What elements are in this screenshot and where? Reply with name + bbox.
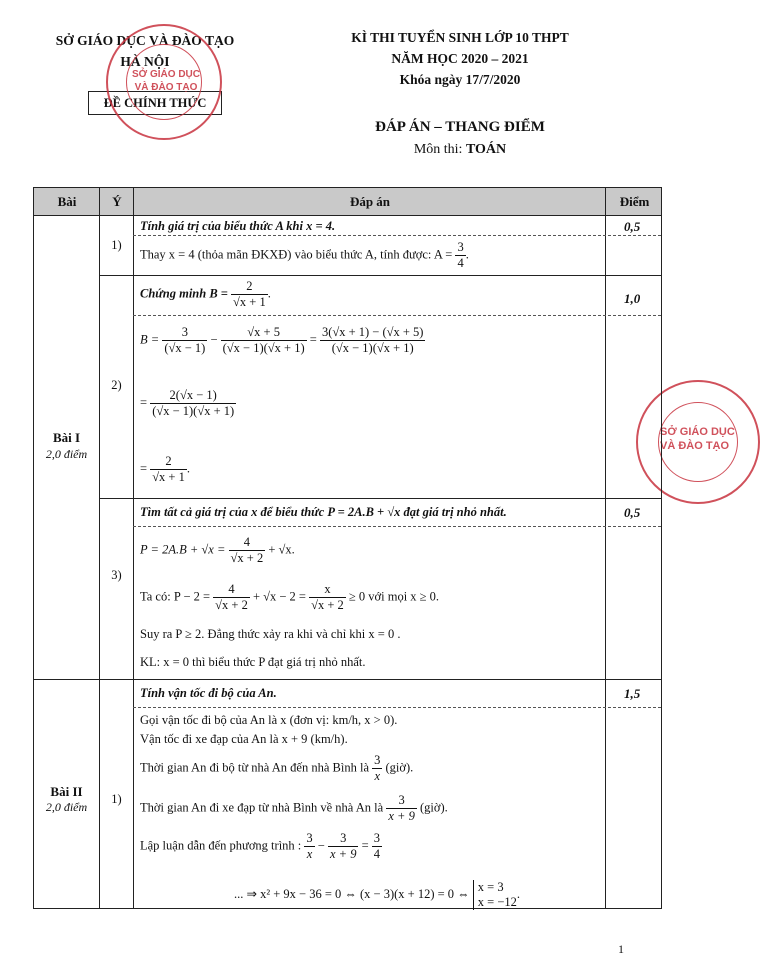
- bai2-q1-line6: ... ⇒ x² + 9x − 36 = 0 ⇔ (x − 3)(x + 12) = 0 ⇔ x = 3 x = −12 .: [234, 880, 521, 909]
- bai2-q1-line5: [140, 831, 382, 862]
- fraction: [372, 753, 382, 784]
- subject-label: Môn thi:: [413, 142, 463, 157]
- text: Thời gian An đi xe đạp từ nhà Bình về nhà An là: [140, 800, 384, 815]
- fraction: [231, 279, 268, 310]
- eq-lhs: B =: [140, 332, 160, 347]
- bai1-q1-answer-text: Thay x = 4 (thỏa mãn ĐKXĐ) vào biểu thức A, tính được: A =: [140, 247, 453, 262]
- bai1-q1-num: 1): [111, 238, 122, 252]
- fraction: [213, 582, 250, 613]
- school-year: NĂM HỌC 2020 – 2021: [391, 51, 529, 66]
- bai1-q2-score: 1,0: [624, 291, 641, 306]
- bai1-q2-step3: = $\frac{2}{√x + 1}$ .: [140, 454, 190, 484]
- text: (giờ).: [385, 760, 414, 775]
- frac-num: 3: [457, 240, 464, 254]
- fraction: [162, 325, 207, 356]
- exam-date: Khóa ngày 17/7/2020: [399, 72, 521, 87]
- frac-den: √x + 1: [152, 470, 185, 484]
- answer-key-title: ĐÁP ÁN – THANG ĐIỂM: [375, 119, 545, 135]
- bai1-q2-task: Chứng minh B = $\frac{2}{√x + 1}$ .: [140, 279, 271, 309]
- frac-den: x: [306, 847, 313, 861]
- fraction: [221, 325, 307, 356]
- frac-den: x + 9: [388, 809, 415, 823]
- frac-num: 4: [229, 535, 266, 551]
- bai2-q1-line4: [140, 793, 448, 824]
- frac-num: 2: [231, 279, 268, 295]
- bai1-q1-score: 0,5: [624, 219, 641, 234]
- col-header-bai: Bài: [57, 194, 77, 209]
- exam-title: KÌ THI TUYỂN SINH LỚP 10 THPT: [351, 30, 569, 45]
- operator: =: [309, 332, 317, 347]
- eq-rhs: ≥ 0 với mọi x ≥ 0.: [348, 589, 440, 604]
- frac-den: 4: [457, 256, 464, 270]
- frac-den: x + 9: [329, 847, 357, 861]
- eq-lhs: P = 2A.B + √x =: [140, 542, 226, 557]
- case-bracket: [473, 880, 517, 910]
- bai2-q1-line1: Gọi vận tốc đi bộ của An là x (đơn vị: km/h, x > 0).: [140, 713, 398, 727]
- operator: =: [361, 838, 369, 853]
- frac-den: √x + 2: [215, 598, 248, 612]
- text: (giờ).: [419, 800, 448, 815]
- frac-den: (√x − 1)(√x + 1): [222, 341, 305, 355]
- bai1-q3-line1: [140, 535, 295, 566]
- frac-den: (√x − 1)(√x + 1): [152, 404, 235, 418]
- bai2-points: 2,0 điểm: [45, 800, 88, 814]
- official-exam-box: ĐỀ CHÍNH THỨC: [88, 91, 222, 115]
- bai1-q3-score: 0,5: [624, 505, 641, 520]
- bai1-q3-num: 3): [111, 568, 122, 582]
- bai2-q1-task: Tính vận tốc đi bộ của An.: [140, 686, 277, 700]
- city-name: HÀ NỘI: [120, 54, 170, 69]
- col-header-y: Ý: [112, 194, 122, 209]
- bai2-q1-num: 1): [111, 792, 122, 806]
- bai1-q2-step2: [140, 388, 236, 419]
- frac-den: √x + 2: [230, 551, 264, 565]
- bai1-q2-step1: [140, 325, 425, 356]
- frac-den: √x + 1: [233, 295, 266, 309]
- frac-num: 3: [162, 325, 207, 341]
- bai1-q3-line4: KL: x = 0 thì biểu thức P đạt giá trị nhỏ nhất.: [140, 655, 366, 669]
- fraction: [150, 388, 236, 419]
- fraction: [309, 582, 346, 613]
- eq-rhs: + √x.: [268, 542, 295, 557]
- fraction: [372, 831, 382, 862]
- fraction: [320, 325, 426, 356]
- seal-text-bottom: VÀ ĐÀO TẠO: [134, 82, 198, 93]
- fraction: [328, 831, 358, 862]
- bai1-q2-num: 2): [111, 378, 122, 392]
- bai1-q3-line2: [140, 582, 439, 613]
- subject-name: TOÁN: [465, 142, 507, 157]
- fraction: [455, 240, 465, 271]
- margin-seal-text-bottom: VÀ ĐÀO TẠO: [660, 440, 730, 452]
- frac-num: 3: [328, 831, 358, 847]
- text: Thời gian An đi bộ từ nhà An đến nhà Bình là: [140, 760, 369, 775]
- frac-num: 3: [306, 831, 313, 845]
- bai1-q1-answer: Thay x = 4 (thỏa mãn ĐKXĐ) vào biểu thức A, tính được: A = $\frac{3}{4}$ .: [140, 240, 469, 270]
- col-header-answer: Đáp án: [349, 194, 391, 209]
- frac-num: 3: [386, 793, 416, 809]
- operator: −: [210, 332, 218, 347]
- margin-seal-text-top: SỞ GIÁO DỤC: [660, 426, 735, 438]
- bai1-q3-task: Tìm tất cả giá trị của x để biểu thức P = 2A.B + √x đạt giá trị nhỏ nhất.: [140, 505, 507, 519]
- page-number: 1: [618, 942, 624, 956]
- frac-num: 4: [213, 582, 250, 598]
- eq-lhs: Ta có: P − 2 =: [140, 589, 211, 604]
- bai1-q3-line3: Suy ra P ≥ 2. Đẳng thức xảy ra khi và chỉ khi x = 0 .: [140, 627, 401, 641]
- fraction: [304, 831, 314, 862]
- operator: −: [317, 838, 325, 853]
- frac-den: x: [374, 769, 381, 783]
- frac-den: (√x − 1)(√x + 1): [331, 341, 414, 355]
- case-2: x = −12: [477, 895, 517, 909]
- frac-num: 2(√x − 1): [150, 388, 236, 404]
- eq-mid: + √x − 2 =: [252, 589, 306, 604]
- bai2-label: Bài II: [50, 784, 83, 799]
- case-1: x = 3: [477, 880, 504, 894]
- fraction: [150, 454, 187, 485]
- frac-num: √x + 5: [221, 325, 307, 341]
- bai2-q1-line3: [140, 753, 413, 784]
- frac-den: √x + 2: [311, 598, 344, 612]
- frac-num: 2: [150, 454, 187, 470]
- fraction: [386, 793, 416, 824]
- frac-den: 4: [373, 847, 381, 861]
- frac-num: x: [309, 582, 346, 598]
- answer-table: [33, 187, 662, 909]
- equation-text: ... ⇒ x² + 9x − 36 = 0 ⇔ (x − 3)(x + 12) = 0 ⇔: [234, 886, 470, 901]
- text: Lập luận dẫn đến phương trình :: [140, 838, 302, 853]
- official-seal: [106, 24, 222, 140]
- seal-text-top: SỞ GIÁO DỤC: [132, 69, 200, 80]
- bai2-q1-score: 1,5: [624, 686, 641, 701]
- bai1-points: 2,0 điểm: [45, 447, 88, 461]
- operator: =: [140, 395, 148, 410]
- bai1-q1-task: Tính giá trị của biểu thức A khi x = 4.: [140, 219, 336, 233]
- subject-line: [310, 142, 610, 158]
- frac-num: 3: [373, 831, 381, 845]
- bai2-q1-line2: Vận tốc đi xe đạp của An là x + 9 (km/h).: [140, 732, 348, 746]
- department-name: SỞ GIÁO DỤC VÀ ĐÀO TẠO: [55, 33, 235, 48]
- bai1-q2-task-text: Chứng minh B =: [140, 286, 228, 301]
- frac-num: 3: [374, 753, 381, 767]
- frac-den: (√x − 1): [164, 341, 206, 355]
- bai1-label: Bài I: [52, 430, 81, 445]
- frac-num: 3(√x + 1) − (√x + 5): [321, 325, 424, 339]
- fraction: [229, 535, 266, 566]
- operator: =: [140, 461, 148, 476]
- col-header-score: Điểm: [619, 194, 650, 209]
